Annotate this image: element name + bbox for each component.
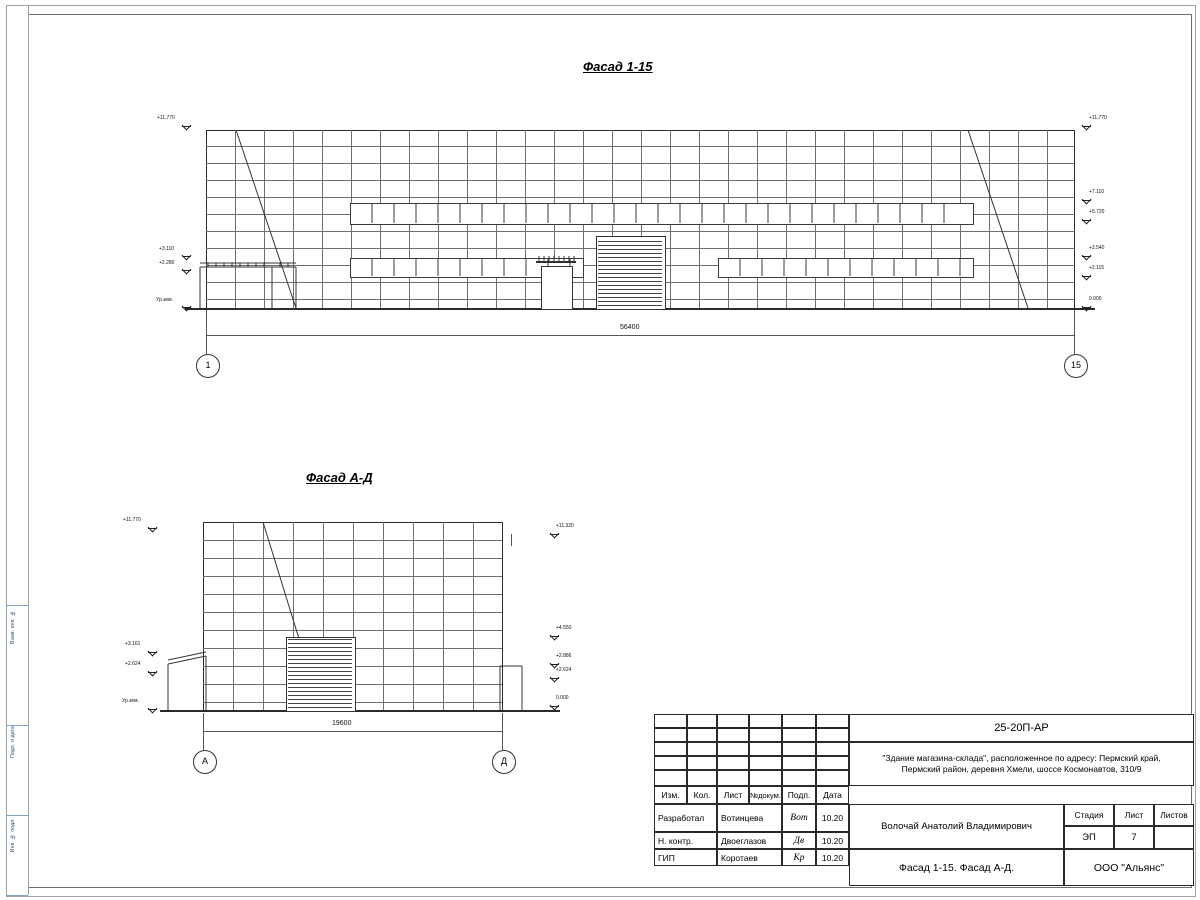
dimension-total-1-15: 56400 (620, 324, 640, 331)
level-ad-right-2: +2.886 (556, 653, 572, 659)
level-ad-left-2: +2.624 (125, 661, 141, 667)
axis-mark-15: 15 (1064, 354, 1088, 378)
signature-1: Дв (782, 832, 816, 849)
dimension-total-a-d: 19600 (332, 720, 352, 727)
level-left-3: Ур.зем. (156, 297, 173, 303)
level-ad-right-0: +11.320 (556, 523, 574, 529)
axis-mark-1: 1 (196, 354, 220, 378)
axis-mark-d: Д (492, 750, 516, 774)
sheet-title: Фасад 1-15. Фасад А-Д. (849, 849, 1064, 886)
stage-header-1: Лист (1114, 804, 1154, 826)
level-left-2: +2.280 (159, 260, 175, 266)
col-header-3: №докум. (749, 786, 782, 804)
name-2: Коротаев (717, 849, 782, 866)
col-header-1: Кол. (687, 786, 717, 804)
left-annex (196, 255, 306, 310)
level-ad-left-0: +11.770 (123, 517, 141, 523)
stage-header-2: Листов (1154, 804, 1194, 826)
object-name (849, 742, 1194, 786)
col-header-4: Подп. (782, 786, 816, 804)
stage-header-0: Стадия (1064, 804, 1114, 826)
facade-a-d-title: Фасад А-Д (306, 470, 373, 485)
date-0: 10.20 (816, 804, 849, 832)
company-name: ООО "Альянс" (1064, 849, 1194, 886)
entrance-door (541, 266, 573, 310)
object-name-line1: "Здание магазина-склада", расположенное по адресу: Пермский край, (882, 753, 1161, 764)
role-0: Разработал (654, 804, 717, 832)
left-margin-strip (6, 5, 29, 895)
entrance-canopy (536, 255, 576, 263)
col-header-5: Дата (816, 786, 849, 804)
level-right-1: +7.110 (1089, 189, 1105, 195)
level-right-2: +5.720 (1089, 209, 1105, 215)
name-0: Вотинцева (717, 804, 782, 832)
facade-1-15-title: Фасад 1-15 (583, 59, 653, 74)
title-block (654, 714, 1194, 886)
date-1: 10.20 (816, 832, 849, 849)
level-right-4: +2.115 (1089, 265, 1105, 271)
date-2: 10.20 (816, 849, 849, 866)
right-annex-a-d (498, 662, 524, 712)
stage-value-2 (1154, 826, 1194, 849)
level-right-3: +3.540 (1089, 245, 1105, 251)
stage-value-0: ЭП (1064, 826, 1114, 849)
level-ad-right-1: +4.550 (556, 625, 572, 631)
level-ad-right-4: 0.000 (556, 695, 569, 701)
object-name-line2: Пермский район, деревня Хмели, шоссе Космонавтов, 310/9 (901, 764, 1142, 774)
left-margin-label-1: Подп. и дата (10, 726, 16, 758)
signature-2: Кр (782, 849, 816, 866)
left-margin-label-0: Взам. инв. № (10, 610, 16, 645)
project-code: 25-20П-АР (849, 714, 1194, 742)
level-right-5: 0.000 (1089, 296, 1102, 302)
signature-0: Вот (782, 804, 816, 832)
left-margin-label-2: Инв. № подл. (10, 818, 16, 853)
level-ad-right-3: +2.624 (556, 667, 572, 673)
stage-value-1: 7 (1114, 826, 1154, 849)
role-2: ГИП (654, 849, 717, 866)
name-1: Двоеглазов (717, 832, 782, 849)
level-left-0: +11.770 (157, 115, 175, 121)
level-ad-left-3: Ур.зем. (122, 698, 139, 704)
axis-mark-a: А (193, 750, 217, 774)
left-annex-a-d (166, 648, 210, 712)
level-right-0: +11.770 (1089, 115, 1107, 121)
chief-name: Волочай Анатолий Владимирович (849, 804, 1064, 849)
level-ad-left-1: +3.161 (125, 641, 141, 647)
col-header-2: Лист (717, 786, 749, 804)
level-left-1: +3.110 (159, 246, 175, 252)
col-header-0: Изм. (654, 786, 687, 804)
role-1: Н. контр. (654, 832, 717, 849)
